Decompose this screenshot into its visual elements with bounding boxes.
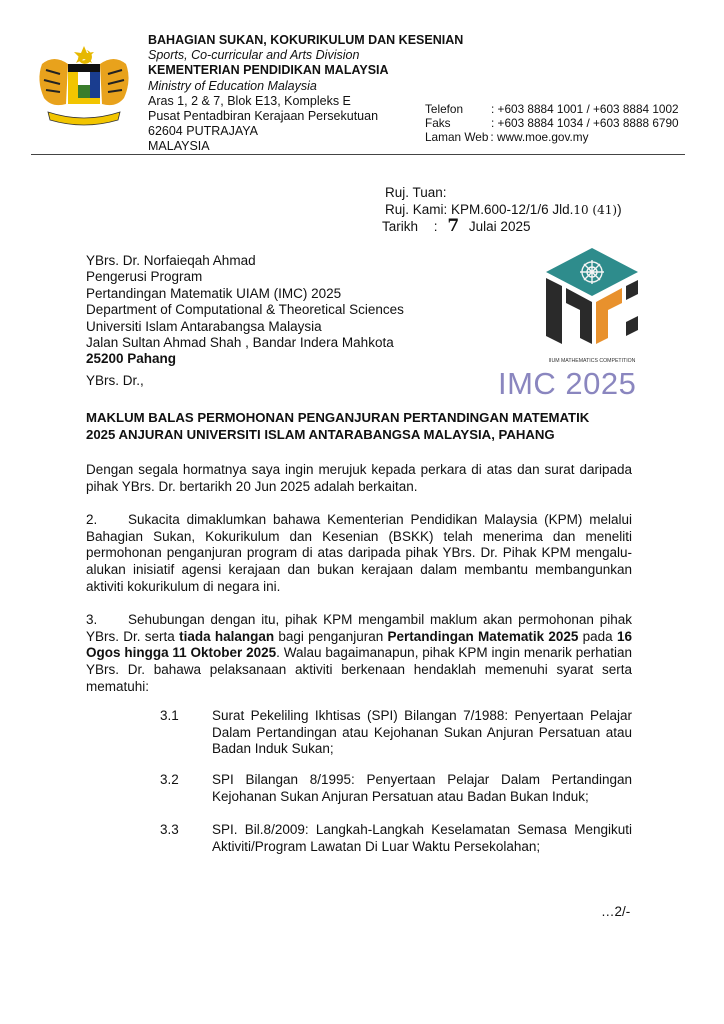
recipient-line: Jalan Sultan Ahmad Shah , Bandar Indera Mahkota	[86, 335, 394, 351]
our-reference	[382, 202, 622, 219]
subject-line: 2025 ANJURAN UNIVERSITI ISLAM ANTARABANGSA MALAYSIA, PAHANG	[86, 427, 555, 442]
our-reference-label: Ruj. Kami: KPM.600-12/1/6 Jld.	[385, 201, 574, 217]
division-name-english: Sports, Co-curricular and Arts Division	[148, 48, 360, 63]
address-line: MALAYSIA	[148, 139, 210, 154]
paragraph-2-text: Sukacita dimaklumkan bahawa Kementerian Pendidikan Malaysia (KPM) melalui Bahagian Sukan, Kokurikulum dan Kesenian (BSKK) telah menerima dan meneliti permohonan penganjuran program di atas daripada pihak YBrs. Dr. Pihak KPM mengalu-alukan inisiatif agensi kerajaan dan bukan kerajaan dalam membantu membangunkan aktiviti kokurikulum di negara ini.	[86, 512, 632, 594]
paragraph-3-text: pada	[578, 628, 617, 644]
list-item-text: Surat Pekeliling Ikhtisas (SPI) Bilangan 7/1988: Penyertaan Pelajar Dalam Pertandingan atau Kejohanan Sukan Anjuran Persatuan atau Badan Induk Sukan;	[212, 708, 632, 757]
paragraph-1: Dengan segala hormatnya saya ingin merujuk kepada perkara di atas dan surat daripada pihak YBrs. Dr. bertarikh 20 Jun 2025 adalah berkaitan.	[86, 462, 632, 494]
letterhead-organisation	[148, 33, 463, 155]
telephone-row	[425, 102, 679, 116]
date-day-handwritten: 7	[447, 216, 460, 237]
your-reference: Ruj. Tuan:	[385, 185, 447, 200]
list-item-text: SPI. Bil.8/2009: Langkah-Langkah Keselamatan Semasa Mengikuti Aktiviti/Program Lawatan Di Luar Waktu Persekolahan;	[212, 822, 632, 854]
list-item-number: 3.2	[160, 772, 179, 787]
date-label: Tarikh	[382, 219, 419, 235]
paragraph-2	[86, 512, 632, 596]
address-line: 62604 PUTRAJAYA	[148, 124, 259, 139]
recipient-postcode: 25200 Pahang	[86, 351, 177, 367]
malaysia-coat-of-arms-icon	[34, 44, 134, 126]
imc-logo-text: IMC 2025	[498, 366, 637, 401]
letterhead-divider	[31, 154, 685, 155]
list-item-number: 3.1	[160, 708, 179, 723]
recipient-line: Universiti Islam Antarabangsa Malaysia	[86, 318, 322, 334]
paragraph-3-emphasis: 16 Ogos hingga 11 Oktober 2025	[86, 628, 632, 661]
letter-subject	[86, 409, 642, 443]
telephone-value: : +603 8884 1001 / +603 8884 1002	[491, 102, 679, 116]
recipient-line: YBrs. Dr. Norfaieqah Ahmad	[86, 253, 256, 268]
recipient-line: Pertandingan Matematik UIAM (IMC) 2025	[86, 285, 342, 301]
paragraph-3-emphasis: tiada halangan	[179, 628, 275, 644]
ministry-name: KEMENTERIAN PENDIDIKAN MALAYSIA	[148, 63, 389, 78]
date-colon: :	[433, 219, 438, 235]
ministry-name-english: Ministry of Education Malaysia	[148, 78, 317, 93]
our-reference-handwritten: 10 (41)	[573, 202, 618, 217]
paragraph-2-number: 2.	[86, 512, 98, 527]
recipient-line: Pengerusi Program	[86, 269, 203, 285]
fax-value: : +603 8884 1034 / +603 8888 6790	[491, 116, 679, 131]
recipient-address	[86, 253, 404, 368]
paragraph-3-number: 3.	[86, 612, 98, 627]
date-row	[382, 218, 622, 236]
page-continuation: …2/-	[601, 904, 631, 919]
address-line: Aras 1, 2 & 7, Blok E13, Kompleks E	[148, 93, 351, 108]
letterhead-contact	[425, 102, 679, 145]
website-row	[425, 130, 679, 144]
salutation: YBrs. Dr.,	[86, 373, 144, 388]
imc-logo	[540, 248, 644, 366]
fax-label: Faks	[425, 116, 451, 131]
list-item-number: 3.3	[160, 822, 179, 837]
paragraph-3-text: . Walau bagaimanapun, pihak KPM ingin menarik perhatian YBrs. Dr. bahawa pelaksanaan aktiviti berkenaan hendaklah memenuhi syarat serta mematuhi:	[86, 645, 632, 694]
address-line: Pusat Pentadbiran Kerajaan Persekutuan	[148, 109, 379, 124]
our-reference-close: )	[617, 201, 622, 217]
imc-logo-caption: IIUM MATHEMATICS COMPETITION	[548, 358, 636, 364]
website-label: Laman Web	[425, 130, 489, 145]
paragraph-3-text: Sehubungan dengan itu, pihak KPM mengambil maklum akan permohonan pihak YBrs. Dr. serta	[86, 612, 632, 644]
website-value: : www.moe.gov.my	[490, 130, 589, 145]
telephone-label: Telefon	[425, 102, 464, 116]
list-item	[160, 708, 632, 758]
list-item-text: SPI Bilangan 8/1995: Penyertaan Pelajar Dalam Pertandingan Kejohanan Sukan Anjuran Persatuan atau Badan Bukan Induk;	[212, 772, 632, 804]
division-name: BAHAGIAN SUKAN, KOKURIKULUM DAN KESENIAN	[148, 33, 464, 47]
recipient-line: Department of Computational & Theoretical Sciences	[86, 302, 404, 318]
list-item	[160, 772, 632, 805]
paragraph-3	[86, 612, 632, 696]
date-month-year: Julai 2025	[468, 219, 531, 235]
subject-line: MAKLUM BALAS PERMOHONAN PENGANJURAN PERTANDINGAN MATEMATIK	[86, 410, 590, 425]
reference-block	[382, 185, 622, 236]
paragraph-3-text: bagi penganjuran	[274, 628, 388, 644]
fax-row	[425, 116, 679, 130]
list-item	[160, 822, 632, 855]
paragraph-3-emphasis: Pertandingan Matematik 2025	[387, 628, 579, 644]
